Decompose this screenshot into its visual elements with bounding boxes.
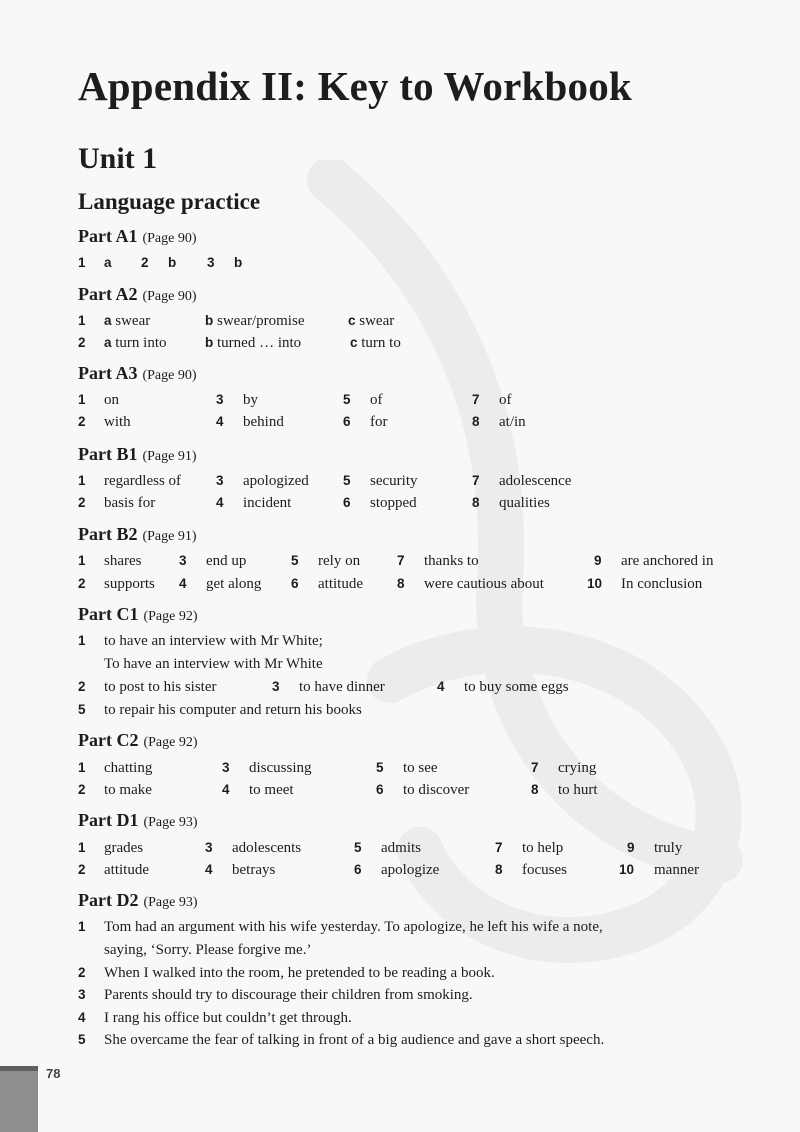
item-answer: to meet [249,782,294,798]
item-answer: behind [243,414,284,430]
part-page-ref: (Page 91) [142,529,197,544]
answer-row [78,676,778,698]
part-name: Part D1 [78,810,139,830]
item-answer: to help [522,840,564,856]
item-answer [348,310,394,332]
part-b1-heading [78,443,197,465]
item-answer: of [499,392,512,408]
item-answer: on [104,392,119,408]
item-number: 4 [205,862,213,877]
item-answer: saying, ‘Sorry. Please forgive me.’ [104,942,312,958]
item-answer: crying [558,760,597,776]
answer-text: turned … into [217,335,302,351]
item-answer: grades [104,840,144,856]
item-number: 7 [472,473,480,488]
page-edge-tab [0,1066,38,1132]
item-answer: were cautious about [424,576,544,592]
page-number: 78 [46,1066,61,1081]
part-name: Part B1 [78,444,138,464]
item-answer: to post to his sister [104,679,217,695]
item-number: 4 [437,679,445,694]
item-number: 1 [78,313,86,328]
item-number: 8 [495,862,503,877]
item-answer: b [168,255,177,270]
sub-letter: b [205,335,214,350]
item-answer: get along [206,576,262,592]
answer-row [78,310,778,332]
item-number: 3 [179,553,187,568]
answer-row [78,699,778,721]
item-number: 4 [78,1010,86,1025]
item-number: 5 [78,1032,86,1047]
item-number: 9 [627,840,635,855]
sub-letter: c [350,335,358,350]
answer-row [78,1029,778,1051]
item-answer: adolescents [232,840,302,856]
item-number: 2 [78,576,86,591]
item-number: 5 [376,760,384,775]
item-answer: discussing [249,760,312,776]
item-number: 5 [291,553,299,568]
item-answer: When I walked into the room, he pretended to be reading a book. [104,965,495,981]
item-number: 6 [354,862,362,877]
item-answer: security [370,473,418,489]
item-number: 1 [78,553,86,568]
item-number: 3 [216,392,224,407]
item-number: 1 [78,840,86,855]
answer-row [78,411,778,433]
part-page-ref: (Page 90) [142,289,197,304]
answer-row [78,550,778,572]
part-b2-heading [78,523,197,545]
part-page-ref: (Page 93) [143,895,198,910]
item-answer [350,332,401,354]
item-number: 8 [531,782,539,797]
answer-text: swear [359,313,395,329]
item-number: 8 [397,576,405,591]
answer-row [78,630,778,652]
answer-text: swear [115,313,151,329]
answer-row [78,1007,778,1029]
item-number: 2 [78,335,86,350]
item-answer: b [234,255,243,270]
item-answer: attitude [318,576,363,592]
item-number: 7 [397,553,405,568]
item-answer: apologize [381,862,440,878]
item-answer: shares [104,553,142,569]
part-name: Part A2 [78,284,138,304]
answer-text: turn into [115,335,167,351]
answer-row [78,492,778,514]
item-number: 2 [78,414,86,429]
section-heading: Language practice [78,189,261,214]
item-answer: to hurt [558,782,598,798]
part-page-ref: (Page 92) [143,735,198,750]
item-answer: betrays [232,862,276,878]
item-number: 7 [472,392,480,407]
answer-row [78,837,778,859]
part-page-ref: (Page 92) [143,609,198,624]
item-answer: She overcame the fear of talking in front of a big audience and gave a short speech. [104,1032,605,1048]
item-number: 2 [78,495,86,510]
part-page-ref: (Page 93) [143,815,198,830]
page-title: Appendix II: Key to Workbook [78,63,632,109]
answer-row [78,984,778,1006]
item-number: 6 [343,414,351,429]
part-name: Part A1 [78,226,138,246]
item-answer: thanks to [424,553,479,569]
item-answer: qualities [499,495,550,511]
item-number: 10 [587,576,603,591]
item-number: 2 [78,679,86,694]
item-answer: to discover [403,782,470,798]
item-answer: by [243,392,258,408]
item-answer [104,332,167,354]
item-number: 1 [78,919,86,934]
item-answer: to see [403,760,438,776]
item-answer: basis for [104,495,156,511]
item-number: 3 [78,987,86,1002]
item-number: 2 [141,255,149,270]
item-number: 1 [78,633,86,648]
answer-row [78,653,778,675]
item-answer: of [370,392,383,408]
item-number: 2 [78,965,86,980]
part-page-ref: (Page 90) [142,368,197,383]
part-page-ref: (Page 91) [142,449,197,464]
item-number: 4 [179,576,187,591]
sub-letter: b [205,313,214,328]
part-name: Part C1 [78,604,139,624]
item-answer: to have dinner [299,679,385,695]
item-answer: at/in [499,414,526,430]
item-answer: rely on [318,553,361,569]
sub-letter: a [104,313,112,328]
item-answer: focuses [522,862,567,878]
item-number: 1 [78,760,86,775]
part-a2-heading [78,283,197,305]
item-number: 10 [619,862,635,877]
item-answer: end up [206,553,247,569]
part-d1-heading [78,809,198,831]
item-number: 2 [78,782,86,797]
item-answer: to repair his computer and return his books [104,702,362,718]
item-answer: adolescence [499,473,572,489]
item-answer [205,310,304,332]
item-answer: chatting [104,760,153,776]
item-answer: Tom had an argument with his wife yesterday. To apologize, he left his wife a note, [104,919,603,935]
item-answer: for [370,414,388,430]
item-number: 6 [291,576,299,591]
item-answer: truly [654,840,683,856]
answer-text: swear/promise [217,313,305,329]
part-c2-heading [78,729,198,751]
unit-heading: Unit 1 [78,142,158,175]
answer-row [78,859,778,881]
part-page-ref: (Page 90) [142,231,197,246]
answer-row [78,757,778,779]
item-number: 3 [207,255,215,270]
item-answer: to have an interview with Mr White; [104,633,323,649]
item-number: 4 [216,495,224,510]
item-number: 1 [78,255,86,270]
item-number: 2 [78,862,86,877]
answer-row [78,962,778,984]
item-number: 7 [531,760,539,775]
item-number: 5 [78,702,86,717]
item-answer: I rang his office but couldn’t get through. [104,1010,352,1026]
answer-row [78,252,778,274]
item-answer: regardless of [104,473,182,489]
item-number: 9 [594,553,602,568]
item-answer: manner [654,862,699,878]
item-answer [205,332,301,354]
item-answer: with [104,414,131,430]
item-number: 5 [354,840,362,855]
item-number: 6 [376,782,384,797]
item-answer: stopped [370,495,417,511]
part-name: Part D2 [78,890,139,910]
item-number: 4 [216,414,224,429]
item-answer: to buy some eggs [464,679,569,695]
sub-letter: c [348,313,356,328]
item-answer: In conclusion [621,576,703,592]
answer-row [78,939,778,961]
item-answer: attitude [104,862,149,878]
item-answer: to make [104,782,152,798]
item-number: 4 [222,782,230,797]
item-answer: To have an interview with Mr White [104,656,323,672]
answer-row [78,573,778,595]
part-d2-heading [78,889,198,911]
item-number: 3 [205,840,213,855]
sub-letter: a [104,335,112,350]
answer-row [78,916,778,938]
item-number: 6 [343,495,351,510]
item-number: 3 [216,473,224,488]
item-answer: Parents should try to discourage their children from smoking. [104,987,473,1003]
item-number: 5 [343,392,351,407]
item-number: 5 [343,473,351,488]
item-answer [104,310,150,332]
item-answer: a [104,255,112,270]
answer-row [78,332,778,354]
part-a3-heading [78,362,197,384]
item-number: 3 [272,679,280,694]
item-number: 1 [78,473,86,488]
item-number: 1 [78,392,86,407]
item-answer: incident [243,495,292,511]
answer-row [78,470,778,492]
part-name: Part C2 [78,730,139,750]
item-answer: apologized [243,473,309,489]
answer-row [78,389,778,411]
item-answer: supports [104,576,155,592]
item-answer: admits [381,840,421,856]
part-name: Part A3 [78,363,138,383]
item-number: 8 [472,495,480,510]
part-c1-heading [78,603,198,625]
item-number: 3 [222,760,230,775]
item-number: 7 [495,840,503,855]
answer-text: turn to [361,335,401,351]
part-a1-heading [78,225,197,247]
item-number: 8 [472,414,480,429]
part-name: Part B2 [78,524,138,544]
answer-row [78,779,778,801]
item-answer: are anchored in [621,553,714,569]
